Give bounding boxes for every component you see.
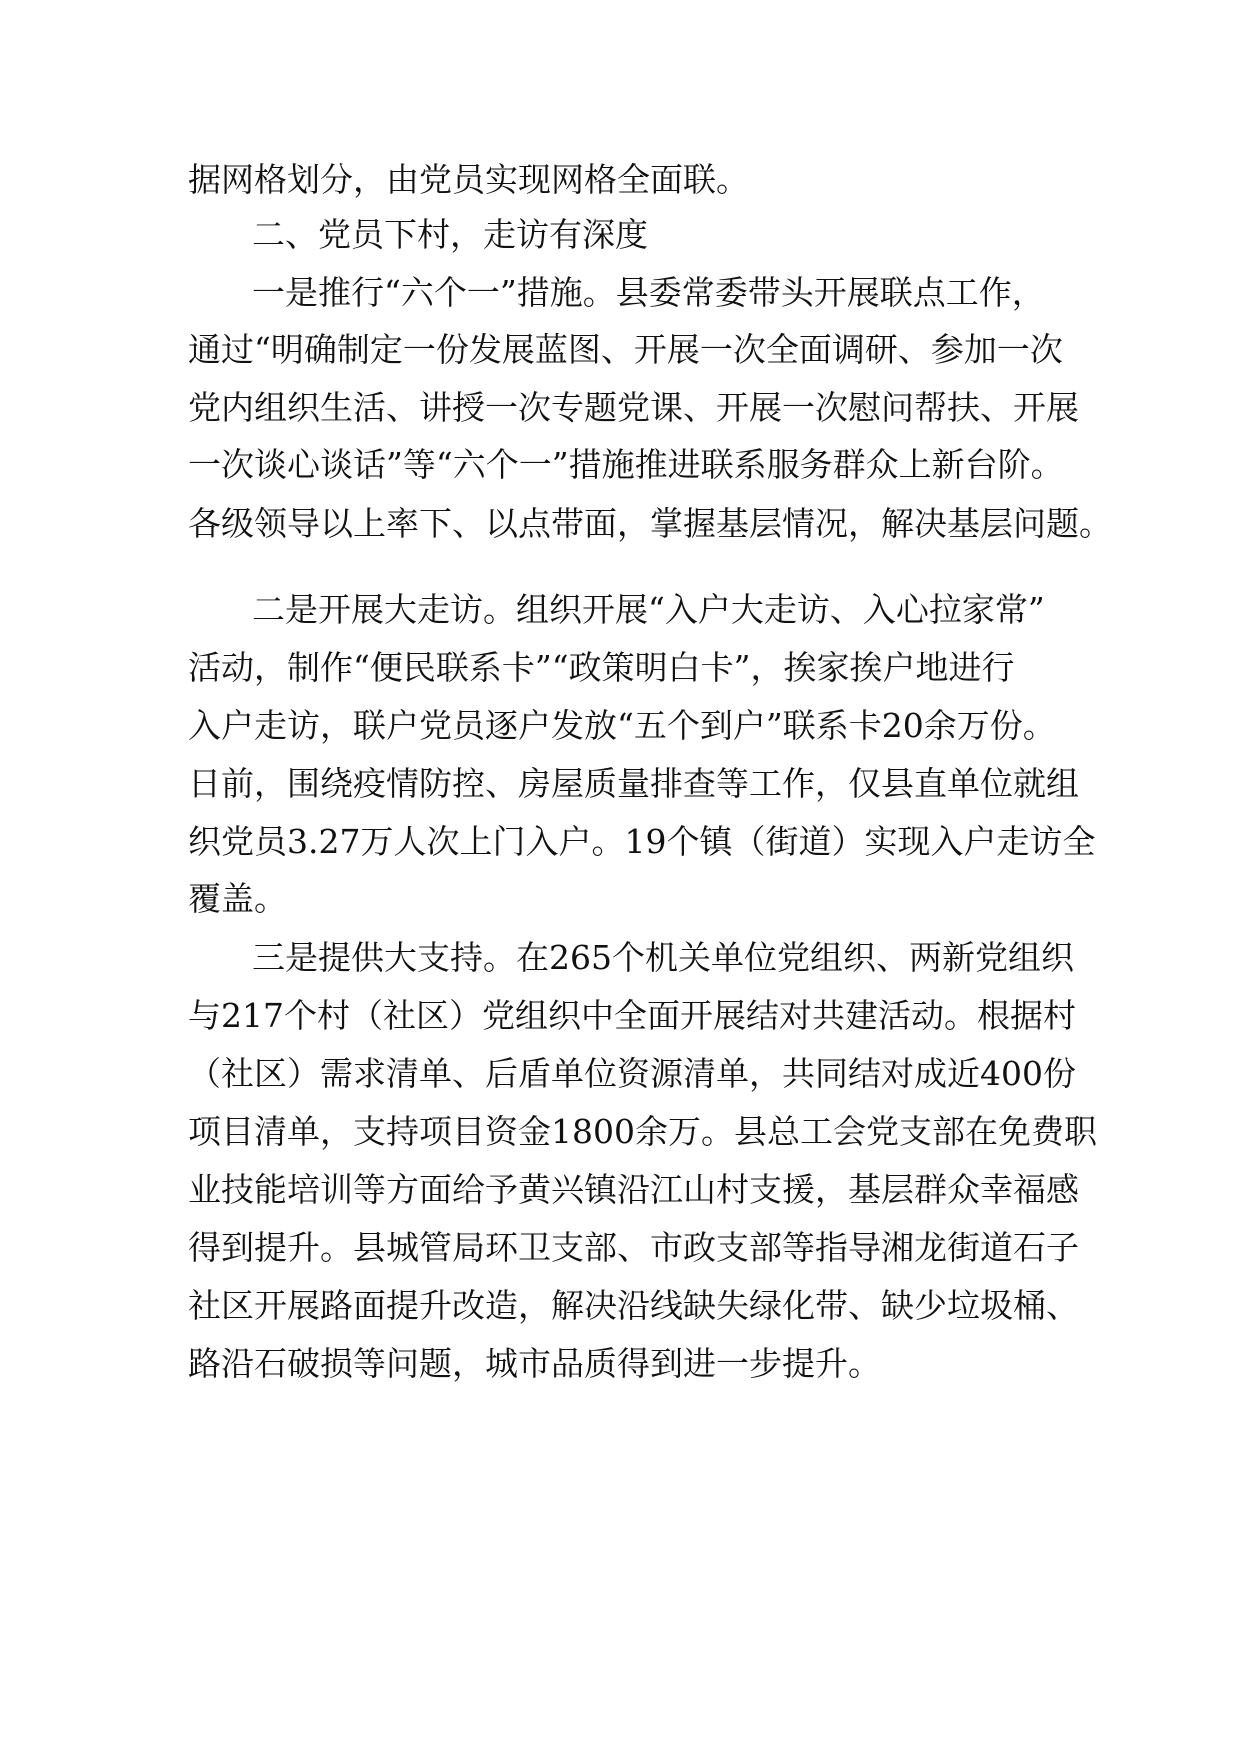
paragraph-line: 覆盖。 [188, 879, 287, 918]
paragraph-line: 一次谈心谈话”等“六个一”措施推进联系服务群众上新台阶。 [188, 445, 1064, 484]
paragraph-line: 与217个村（社区）党组织中全面开展结对共建活动。根据村 [188, 996, 1076, 1035]
section-heading: 二、党员下村，走访有深度 [252, 215, 648, 254]
paragraph-line-first: 一是推行“六个一”措施。县委常委带头开展联点工作， [252, 273, 1045, 312]
paragraph-line: 织党员3.27万人次上门入户。19个镇（街道）实现入户走访全 [188, 822, 1096, 861]
paragraph-line-continuation: 据网格划分，由党员实现网格全面联。 [188, 160, 749, 199]
paragraph-line: 业技能培训等方面给予黄兴镇沿江山村支援，基层群众幸福感 [188, 1170, 1079, 1209]
paragraph-line: 社区开展路面提升改造，解决沿线缺失绿化带、缺少垃圾桶、 [188, 1286, 1079, 1325]
paragraph-line-first: 三是提供大支持。在265个机关单位党组织、两新党组织 [252, 938, 1074, 977]
paragraph-line-first: 二是开展大走访。组织开展“入户大走访、入心拉家常” [252, 590, 1045, 629]
paragraph-line: 党内组织生活、讲授一次专题党课、开展一次慰问帮扶、开展 [188, 388, 1079, 427]
paragraph-line: 日前，围绕疫情防控、房屋质量排查等工作，仅县直单位就组 [188, 764, 1079, 803]
paragraph-line: 路沿石破损等问题，城市品质得到进一步提升。 [188, 1344, 881, 1383]
paragraph-line: 得到提升。县城管局环卫支部、市政支部等指导湘龙街道石子 [188, 1228, 1079, 1267]
paragraph-line: 入户走访，联户党员逐户发放“五个到户”联系卡20余万份。 [188, 706, 1056, 745]
paragraph-line: 活动，制作“便民联系卡”“政策明白卡”，挨家挨户地进行 [188, 648, 1015, 687]
paragraph-line: 项目清单，支持项目资金1800余万。县总工会党支部在免费职 [188, 1112, 1097, 1151]
paragraph-line: 各级领导以上率下、以点带面，掌握基层情况，解决基层问题。 [188, 504, 1112, 543]
paragraph-line: （社区）需求清单、后盾单位资源清单，共同结对成近400份 [188, 1054, 1076, 1093]
paragraph-line: 通过“明确制定一份发展蓝图、开展一次全面调研、参加一次 [188, 330, 1063, 369]
